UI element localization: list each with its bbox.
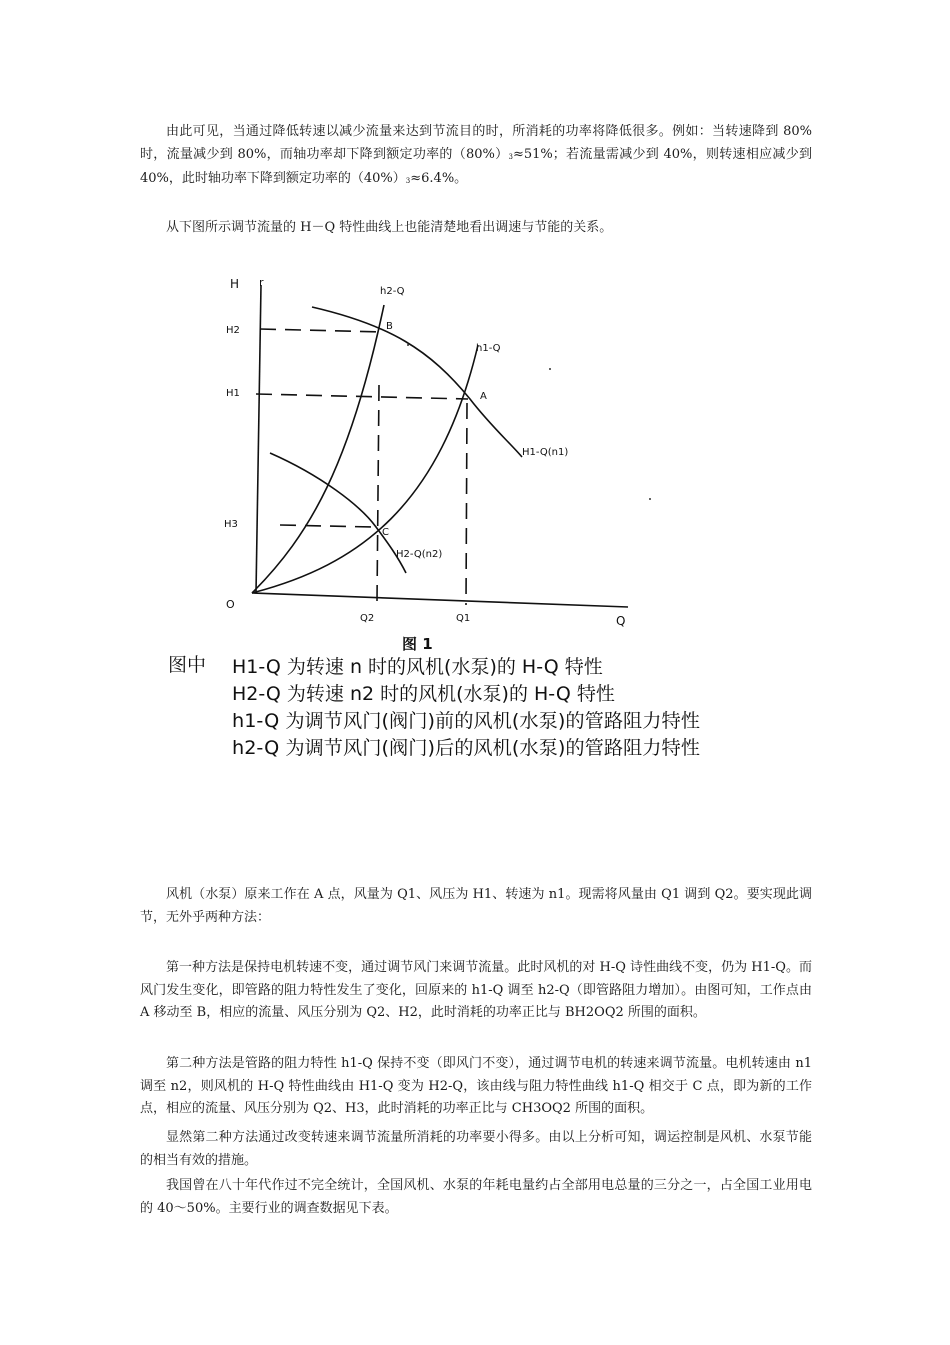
h2-dash (260, 329, 383, 332)
legend-line-2: H2-Q 为转速 n2 时的风机(水泵)的 H-Q 特性 (232, 683, 615, 705)
legend-line-3: h1-Q 为调节风门(阀门)前的风机(水泵)的管路阻力特性 (232, 710, 695, 732)
scan-speck (407, 344, 409, 346)
p1-superscript-1: 3 (508, 152, 513, 161)
curve-H1Q-label: H1-Q(n1) (522, 447, 569, 458)
h3-dash (280, 525, 372, 527)
h2-q-curve (252, 305, 384, 593)
q1-dash (466, 403, 467, 605)
figure-caption: 图 1 (402, 635, 433, 653)
scan-speck (549, 368, 551, 370)
legend-line-4: h2-Q 为调节风门(阀门)后的风机(水泵)的管路阻力特性 (232, 737, 695, 759)
paragraph-conclusion: 显然第二种方法通过改变转速来调节流量所消耗的功率要小得多。由以上分析可知，调运控制是风机、水泵节能的相当有效的措施。 (140, 1130, 812, 1168)
p1-superscript-2: 3 (405, 177, 411, 185)
legend-title: 图中 (168, 654, 207, 676)
origin-label: O (226, 598, 235, 611)
axis-q-label: Q (616, 614, 626, 628)
axis-r-label: r (259, 276, 264, 289)
h-axis (256, 285, 261, 593)
paragraph-statistics: 我国曾在八十年代作过不完全统计，全国风机、水泵的年耗电量约占全部用电总量的三分之一，占全国工业用电的 40～50%。主要行业的调查数据见下表。 (140, 1178, 812, 1216)
p1-part-b: ≈51%；若流量需减少到 40%，则转速相应减少到 40%，此时轴功率下降到额定功率的（40%） (140, 146, 812, 186)
tick-q1-label: Q1 (456, 613, 471, 624)
paragraph-figure-intro: 从下图所示调节流量的 H－Q 特性曲线上也能清楚地看出调速与节能的关系。 (166, 220, 613, 235)
tick-q2-label: Q2 (360, 613, 375, 624)
point-c-label: C (382, 527, 389, 538)
q2-dash (377, 385, 379, 601)
curve-h1q-label: h1-Q (476, 343, 501, 354)
curve-h2q-label: h2-Q (380, 286, 405, 297)
H2-Q-n2-curve (270, 453, 406, 573)
paragraph-method-one: 第一种方法是保持电机转速不变，通过调节风门来调节流量。此时风机的对 H-Q 诗性曲线不变，仍为 H1-Q。而风门发生变化，即管路的阻力特性发生了变化，回原来的 h1-Q 调至 h2-Q（即管路阻力增加）。由图可知，工作点由 A 移动至 B，相应的流量、风压分别为 Q2、H2，此时消耗的功率正比与 BH2OQ2 所围的面积。 (140, 960, 812, 1020)
point-b-label: B (386, 321, 393, 332)
paragraph-speed-power (140, 121, 812, 193)
paragraph-method-two: 第二种方法是管路的阻力特性 h1-Q 保持不变（即风门不变），通过调节电机的转速来调节流量。电机转速由 n1 调至 n2，则风机的 H-Q 特性曲线由 H1-Q 变为 H2-Q，该由线与阻力特性曲线 h1-Q 相交于 C 点，即为新的工作点，相应的流量、风压分别为 Q2、H3，此时消耗的功率正比与 CH3OQ2 所围的面积。 (140, 1056, 812, 1116)
tick-h3-label: H3 (224, 519, 238, 530)
q-axis (252, 593, 628, 607)
H1-Q-n1-curve (312, 307, 522, 457)
p1-part-c: ≈6.4%。 (410, 171, 468, 186)
point-a-label: A (480, 391, 487, 402)
paragraph-operating-point: 风机（水泵）原来工作在 A 点，风量为 Q1、风压为 H1、转速为 n1。现需将风量由 Q1 调到 Q2。要实现此调节，无外乎两种方法： (140, 887, 812, 925)
legend-line-1: H1-Q 为转速 n 时的风机(水泵)的 H-Q 特性 (232, 656, 603, 678)
hq-curve-diagram (160, 265, 720, 785)
hq-characteristic-figure (160, 265, 720, 785)
tick-h1-label: H1 (226, 388, 240, 399)
tick-h2-label: H2 (226, 325, 240, 336)
curve-H2Q-label: H2-Q(n2) (396, 549, 443, 560)
p1-part-a: 由此可见，当通过降低转速以减少流量来达到节流目的时，所消耗的功率将降低很多。例如：当转速降到 80%时，流量减少到 80%，而轴功率却下降到额定功率的（80%） (140, 124, 812, 162)
scan-speck (649, 498, 651, 500)
axis-h-label: H (230, 277, 240, 291)
